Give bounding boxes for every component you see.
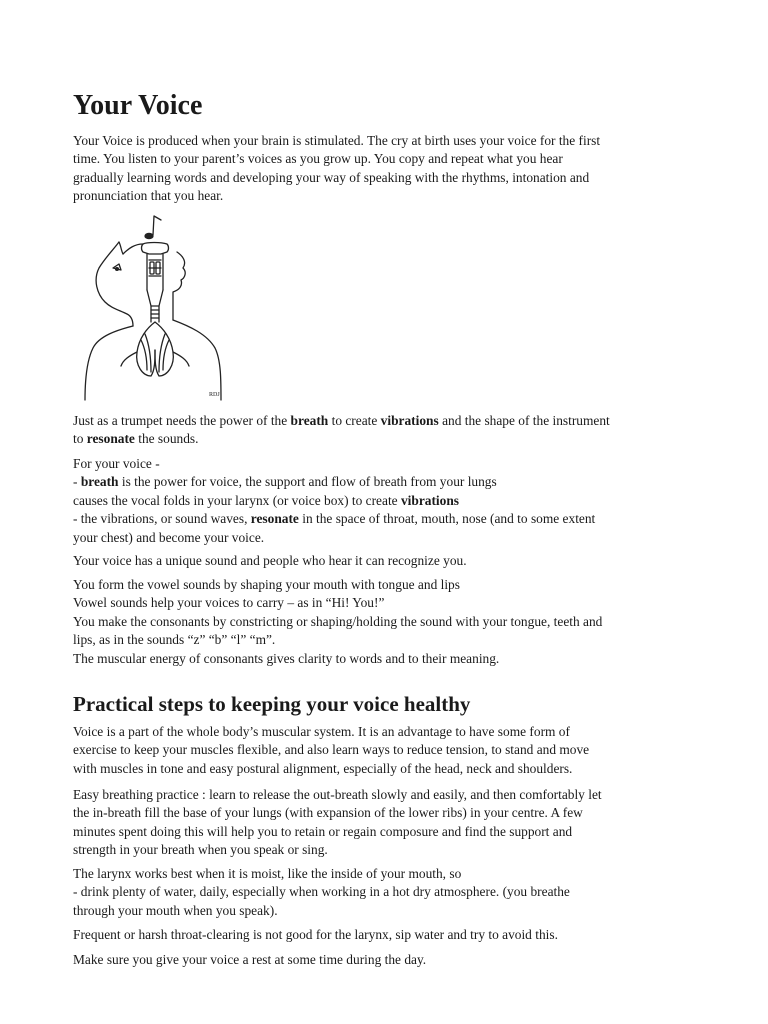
illustration-signature: RDJ xyxy=(209,392,220,398)
muscular-paragraph xyxy=(73,723,703,778)
vowels-paragraph xyxy=(73,576,703,668)
music-note-icon xyxy=(145,216,161,239)
unique-paragraph xyxy=(73,552,703,570)
intro-line: pronunciation that you hear. xyxy=(73,188,224,204)
vowels-line: You make the consonants by constricting or shaping/holding the sound with your tongue, teeth and xyxy=(73,613,603,629)
muscular-line: exercise to keep your muscles flexible, and also learn ways to reduce tension, to stand and move xyxy=(73,742,590,758)
rest-line: Make sure you give your voice a rest at some time during the day. xyxy=(73,952,427,967)
trumpet-line-1: Just as a trumpet needs the power of the breath to create vibrations and the shape of the instrument xyxy=(73,413,610,428)
trumpet-paragraph xyxy=(73,412,703,449)
section-heading: Practical steps to keeping your voice healthy xyxy=(73,692,471,716)
breathing-line: the in-breath fill the base of your lungs (with expansion of the lower ribs) in your centre. A few xyxy=(73,805,583,821)
larynx-line: through your mouth when you speak). xyxy=(73,902,278,918)
for-your-voice-paragraph xyxy=(73,455,703,547)
vowels-line: Vowel sounds help your voices to carry – as in “Hi! You!” xyxy=(73,595,385,611)
breathing-line: strength in your breath when you speak or sing. xyxy=(73,842,328,858)
vowels-line: You form the vowel sounds by shaping your mouth with tongue and lips xyxy=(73,577,460,592)
intro-line: time. You listen to your parent’s voices as you grow up. You copy and repeat what you hear xyxy=(73,151,563,167)
larynx-paragraph xyxy=(73,865,703,920)
muscular-line: with muscles in tone and easy postural alignment, especially of the head, neck and shoulders. xyxy=(73,760,573,776)
trumpet-line-2: to resonate the sounds. xyxy=(73,431,199,447)
breathing-line: minutes spent doing this will help you to retain or regain composure and find the support and xyxy=(73,823,573,839)
muscular-line: Voice is a part of the whole body’s muscular system. It is an advantage to have some form of xyxy=(73,724,570,739)
clearing-line: Frequent or harsh throat-clearing is not good for the larynx, sip water and try to avoid this. xyxy=(73,927,558,942)
page-title: Your Voice xyxy=(73,90,203,121)
breathing-paragraph xyxy=(73,786,703,860)
larynx-line: - drink plenty of water, daily, especially when working in a hot dry atmosphere. (you breathe xyxy=(73,884,570,900)
larynx-line: The larynx works best when it is moist, like the inside of your mouth, so xyxy=(73,866,462,881)
intro-line: Your Voice is produced when your brain is stimulated. The cry at birth uses your voice for the first xyxy=(73,133,601,148)
for-voice-line: - breath is the power for voice, the support and flow of breath from your lungs xyxy=(73,474,497,490)
vowels-line: lips, as in the sounds “z” “b” “l” “m”. xyxy=(73,632,276,648)
for-voice-line: - the vibrations, or sound waves, resonate in the space of throat, mouth, nose (and to some extent xyxy=(73,511,596,527)
throat-clearing-paragraph xyxy=(73,926,703,944)
for-voice-line: your chest) and become your voice. xyxy=(73,529,265,545)
for-voice-line: For your voice - xyxy=(73,456,160,471)
rest-paragraph xyxy=(73,951,703,969)
breathing-line: Easy breathing practice : learn to release the out-breath slowly and easily, and then comfortably let xyxy=(73,787,602,802)
vowels-line: The muscular energy of consonants gives clarity to words and to their meaning. xyxy=(73,650,500,666)
intro-line: gradually learning words and developing your way of speaking with the rhythms, intonation and xyxy=(73,169,590,185)
unique-line: Your voice has a unique sound and people who hear it can recognize you. xyxy=(73,553,467,568)
voice-trumpet-illustration xyxy=(77,210,227,405)
intro-paragraph xyxy=(73,132,703,206)
for-voice-line: causes the vocal folds in your larynx (or voice box) to create vibrations xyxy=(73,492,459,508)
